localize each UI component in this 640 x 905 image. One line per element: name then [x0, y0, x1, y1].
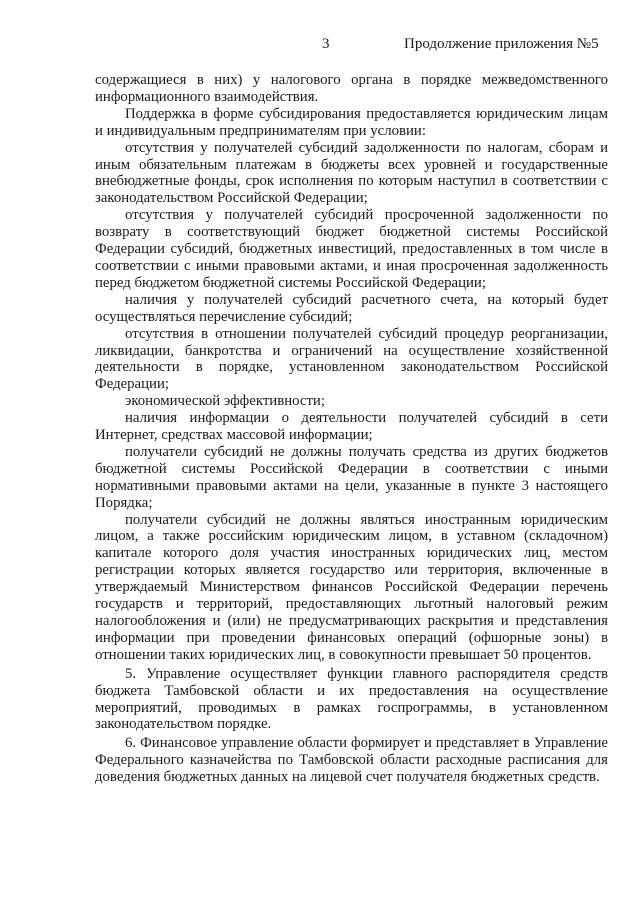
paragraph-condition-no-tax-debt: отсутствия у получателей субсидий задолженности по налогам, сборам и иным обязательным платежам в бюджеты всех уровней и государственные внебюджетные фонды, срок исполнения по которым наступил в соответствии с законодательством Российской Федерации; [95, 139, 608, 207]
paragraph-condition-efficiency: экономической эффективности; [125, 393, 325, 410]
document-body [95, 72, 608, 786]
paragraph-condition-bank-account: наличия у получателей субсидий расчетного счета, на который будет осуществляться перечисление субсидий; [95, 291, 608, 325]
paragraph-item-6: 6. Финансовое управление области формирует и представляет в Управление Федерального казначейства по Тамбовской области расходные расписания для доведения бюджетных данных на лицевой счет получателя бюджетных средств. [95, 735, 608, 786]
appendix-continuation-label: Продолжение приложения №5 [404, 36, 599, 52]
paragraph-condition-no-overdue-debt: отсутствия у получателей субсидий просроченной задолженности по возврату в соответствующий бюджет бюджетной системы Российской Федерации субсидий, бюджетных инвестиций, предоставленных в том числе в соответствии с иными правовыми актами, и иная просроченная задолженность перед бюджетом бюджетной системы Российской Федерации; [95, 207, 608, 291]
paragraph-condition-internet-info: наличия информации о деятельности получателей субсидий в сети Интернет, средствах массовой информации; [95, 410, 608, 444]
paragraph-condition-not-foreign-entity: получатели субсидий не должны являться иностранным юридическим лицом, а также российским юридическим лицом, в уставном (складочном) капитале которого доля участия иностранных юридических лиц, местом регистрации которых является государство или территория, включенные в утверждаемый Министерством финансов Российской Федерации перечень государств и территорий, предоставляющих льготный налоговый режим налогообложения и (или) не предусматривающих раскрытия и представления информации при проведении финансовых операций (офшорные зоны) в отношении таких юридических лиц, в совокупности превышает 50 процентов. [95, 511, 608, 663]
page-number: 3 [322, 36, 330, 52]
paragraph-item-5: 5. Управление осуществляет функции главного распорядителя средств бюджета Тамбовской области и их предоставления на осуществление мероприятий, проводимых в рамках госпрограммы, в установленном законодательством порядке. [95, 665, 608, 733]
paragraph-continued: содержащиеся в них) у налогового органа в порядке межведомственного информационного взаимодействия. [95, 72, 608, 105]
paragraph-support-conditions: Поддержка в форме субсидирования предоставляется юридическим лицам и индивидуальным предпринимателям при условии: [95, 105, 608, 139]
paragraph-condition-no-reorganization: отсутствия в отношении получателей субсидий процедур реорганизации, ликвидации, банкротства и ограничений на осуществление хозяйственной деятельности в порядке, установленном законодательством Российской Федерации; [95, 325, 608, 393]
paragraph-condition-no-other-budgets: получатели субсидий не должны получать средства из других бюджетов бюджетной системы Российской Федерации в соответствии с иными нормативными правовыми актами на цели, указанные в пункте 3 настоящего Порядка; [95, 443, 608, 511]
